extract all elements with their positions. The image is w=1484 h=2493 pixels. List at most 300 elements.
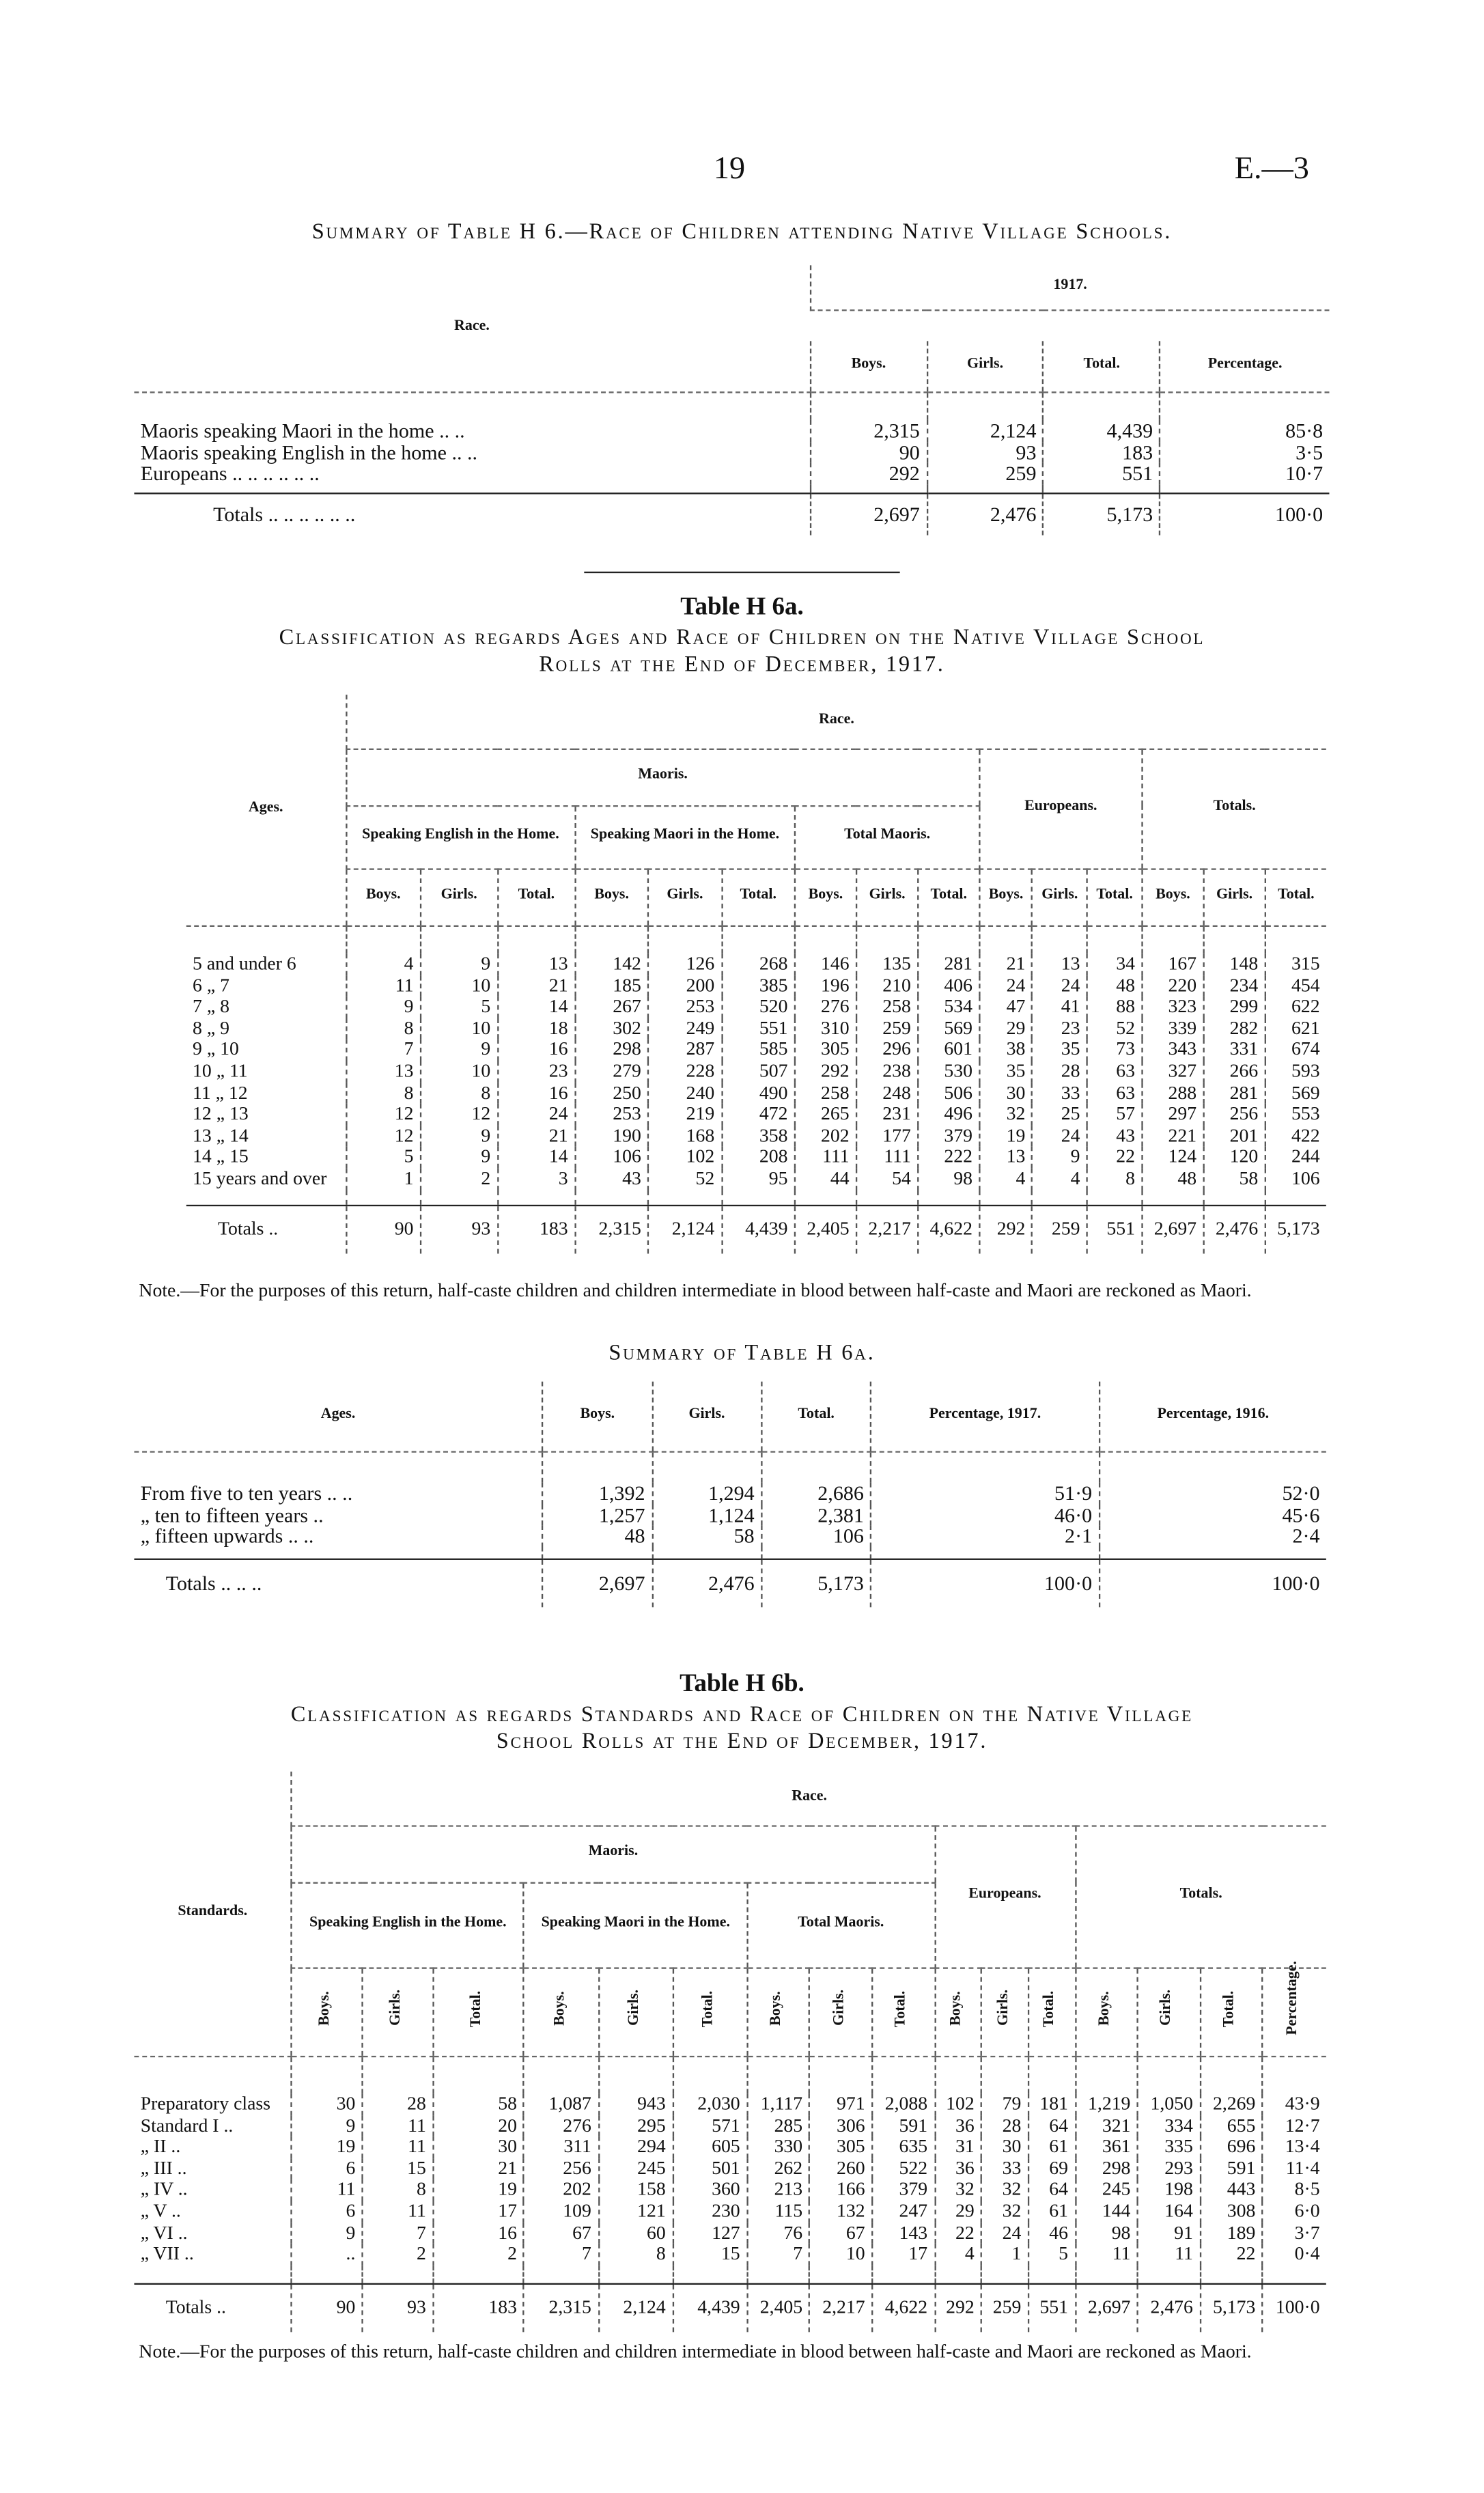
table-cell: 47 <box>979 997 1032 1018</box>
table-cell: 2,030 <box>673 2093 747 2115</box>
table-cell: 4 <box>1033 1169 1087 1190</box>
table-cell: 90 <box>811 441 927 462</box>
table-cell: 490 <box>722 1083 795 1104</box>
table-cell: 244 <box>1265 1147 1326 1168</box>
table-cell: 17 <box>433 2201 524 2222</box>
table-cell: 111 <box>795 1147 856 1168</box>
table-cell: 32 <box>935 2179 982 2201</box>
table-cell: 311 <box>524 2136 598 2158</box>
table-row <box>134 2158 1326 2179</box>
table-cell: 443 <box>1200 2179 1262 2201</box>
column-header: Total. <box>1083 356 1120 373</box>
header-cell <box>935 1967 982 2055</box>
column-header: Percentage, 1917. <box>929 1406 1041 1423</box>
table-cell: 622 <box>1265 997 1326 1018</box>
header-cell <box>856 868 918 925</box>
table-cell: 126 <box>648 953 721 975</box>
header-cell <box>811 341 927 391</box>
table-cell: 38 <box>979 1040 1032 1061</box>
table-cell: 5 <box>421 997 498 1018</box>
table-cell: 106 <box>761 1526 871 1547</box>
table-h6b-subtitle-2: School Rolls at the End of December, 1917. <box>496 1730 988 1755</box>
column-header: Total Maoris. <box>844 827 931 844</box>
table-h6a-title: Table H 6a. <box>680 594 804 621</box>
table-cell: 121 <box>598 2201 673 2222</box>
table-cell: 144 <box>1075 2201 1137 2222</box>
table-cell: 76 <box>747 2223 809 2244</box>
column-header: Girls. <box>1041 887 1078 904</box>
table-cell: 501 <box>673 2158 747 2179</box>
table-cell: 2,476 <box>1204 1206 1265 1253</box>
document-code: E.—3 <box>1234 151 1309 186</box>
header-cell <box>346 805 575 868</box>
table-cell: 295 <box>598 2115 673 2136</box>
table-cell: 259 <box>927 463 1044 484</box>
spacer-row <box>134 1547 1326 1559</box>
table-cell: 2,697 <box>543 1559 652 1606</box>
column-header: Standards. <box>178 1904 248 1920</box>
column-header: Maoris. <box>588 1844 639 1861</box>
table-row <box>186 997 1326 1018</box>
table-row <box>134 2244 1326 2265</box>
table-cell: 18 <box>498 1018 575 1040</box>
table-cell: 52 <box>648 1169 721 1190</box>
table-cell: 10 <box>421 975 498 997</box>
table-cell: 310 <box>795 1018 856 1040</box>
row-label: Maoris speaking English in the home .. .. <box>140 440 478 464</box>
table-cell: 422 <box>1265 1126 1326 1147</box>
table-cell: 5,173 <box>1265 1206 1326 1253</box>
table-cell: 605 <box>673 2136 747 2158</box>
column-header: Maoris. <box>638 767 688 783</box>
table-cell: 45·6 <box>1100 1504 1326 1525</box>
table-cell: 1 <box>981 2244 1028 2265</box>
table-cell: 262 <box>747 2158 809 2179</box>
table-cell: 181 <box>1028 2093 1076 2115</box>
table-cell: 308 <box>1200 2201 1262 2222</box>
table-cell: 323 <box>1142 997 1203 1018</box>
column-header: Total. <box>740 887 776 904</box>
column-header: Girls. <box>667 887 703 904</box>
table-cell: 1,294 <box>652 1483 761 1504</box>
table-cell: 231 <box>856 1104 918 1125</box>
row-label: Europeans .. .. .. .. .. .. <box>140 461 320 486</box>
table-row <box>134 2201 1326 2222</box>
table-cell: 256 <box>1204 1104 1265 1125</box>
table-cell: 30 <box>433 2136 524 2158</box>
table-cell: 259 <box>856 1018 918 1040</box>
table-cell: 259 <box>1033 1206 1087 1253</box>
header-cell <box>363 1967 434 2055</box>
header-cell <box>186 695 346 925</box>
table-cell: 321 <box>1075 2115 1137 2136</box>
row-label: „ ten to fifteen years .. <box>140 1502 324 1527</box>
row-label: 10 „ 11 <box>193 1059 248 1082</box>
row-label: „ II .. <box>140 2134 181 2158</box>
header-cell <box>292 1825 934 1882</box>
table-cell: 36 <box>935 2115 982 2136</box>
spacer-row <box>134 1451 1326 1482</box>
header-cell <box>918 868 979 925</box>
table-h6b-note: Note.—For the purposes of this return, half-caste children and children intermediate in blood between half-caste and Maori are reckoned as Maori. <box>139 2339 1252 2363</box>
table-cell: 100·0 <box>1160 494 1330 535</box>
table-cell: 0·4 <box>1263 2244 1326 2265</box>
header-row <box>134 1825 1326 1882</box>
table-cell: 293 <box>1138 2158 1200 2179</box>
table-h6a <box>186 695 1326 1253</box>
table-row <box>186 1018 1326 1040</box>
table-h6a-note: Note.—For the purposes of this return, half-caste children and children intermediate in blood between half-caste and Maori are reckoned as Maori. <box>139 1279 1252 1301</box>
table-row <box>134 463 1329 484</box>
table-cell: 61 <box>1028 2136 1076 2158</box>
header-cell <box>134 1382 542 1451</box>
header-cell <box>811 265 1330 309</box>
header-row <box>134 1967 1326 2055</box>
spacer-row <box>134 2266 1326 2285</box>
table-row <box>186 1083 1326 1104</box>
table-h6b <box>134 1772 1326 2332</box>
header-cell <box>1044 341 1160 391</box>
table-cell: 10·7 <box>1160 463 1330 484</box>
header-cell <box>761 1382 871 1451</box>
table-cell: 43 <box>575 1169 648 1190</box>
column-header: Girls. <box>831 1990 848 2027</box>
table-cell: 11 <box>292 2179 363 2201</box>
table-cell: 11 <box>363 2115 434 2136</box>
table-cell: 247 <box>872 2201 934 2222</box>
table-row <box>134 1483 1326 1504</box>
table-cell: 210 <box>856 975 918 997</box>
column-header: Girls. <box>388 1990 404 2027</box>
column-header: Percentage, 1916. <box>1157 1406 1270 1423</box>
table-cell: 266 <box>1204 1061 1265 1082</box>
header-cell <box>292 1882 524 1968</box>
header-cell <box>1204 868 1265 925</box>
table-cell: 2,405 <box>795 1206 856 1253</box>
header-cell <box>1087 868 1143 925</box>
row-label: 11 „ 12 <box>193 1081 248 1103</box>
table-cell: 569 <box>1265 1083 1326 1104</box>
row-label: 12 „ 13 <box>193 1102 249 1125</box>
table-cell: 58 <box>652 1526 761 1547</box>
table-cell: 34 <box>1087 953 1143 975</box>
row-label: „ IV .. <box>140 2177 188 2201</box>
table-cell: 24 <box>1033 975 1087 997</box>
table-cell: 35 <box>979 1061 1032 1082</box>
table-cell: 2·4 <box>1100 1526 1326 1547</box>
header-cell <box>498 868 575 925</box>
table-row <box>186 953 1326 975</box>
table-cell: 48 <box>1142 1169 1203 1190</box>
header-cell <box>935 1825 1076 1967</box>
table-cell: 48 <box>1087 975 1143 997</box>
table-cell: 571 <box>673 2115 747 2136</box>
table-cell: 190 <box>575 1126 648 1147</box>
table-cell: 285 <box>747 2115 809 2136</box>
column-header: Total. <box>893 1990 910 2027</box>
table-row <box>134 1526 1326 1547</box>
table-row <box>134 2115 1326 2136</box>
column-header: Percentage. <box>1207 356 1283 373</box>
column-header: Total. <box>1278 887 1315 904</box>
table-cell: 44 <box>795 1169 856 1190</box>
table-cell: 64 <box>1028 2115 1076 2136</box>
table-cell: 52 <box>1087 1018 1143 1040</box>
table-cell: .. <box>292 2244 363 2265</box>
table-cell: 674 <box>1265 1040 1326 1061</box>
table-cell: 143 <box>872 2223 934 2244</box>
table-cell: 8·5 <box>1263 2179 1326 2201</box>
table-cell: 2,697 <box>1142 1206 1203 1253</box>
table-cell: 245 <box>598 2158 673 2179</box>
table-cell: 22 <box>1087 1147 1143 1168</box>
table-cell: 330 <box>747 2136 809 2158</box>
table-cell: 9 <box>421 953 498 975</box>
header-cell <box>433 1967 524 2055</box>
table-cell: 2,697 <box>811 494 927 535</box>
table-cell: 655 <box>1200 2115 1262 2136</box>
table-cell: 292 <box>935 2284 982 2331</box>
table-cell: 15 <box>363 2158 434 2179</box>
column-header: Boys. <box>366 887 401 904</box>
table-cell: 250 <box>575 1083 648 1104</box>
table-cell: 230 <box>673 2201 747 2222</box>
table-cell: 63 <box>1087 1061 1143 1082</box>
table-row <box>186 1169 1326 1190</box>
table-cell: 102 <box>648 1147 721 1168</box>
column-header: Speaking English in the Home. <box>362 827 559 844</box>
table-cell: 106 <box>575 1147 648 1168</box>
column-header: Boys. <box>580 1406 615 1423</box>
table-cell: 496 <box>918 1104 979 1125</box>
table-cell: 265 <box>795 1104 856 1125</box>
table-cell: 13 <box>1033 953 1087 975</box>
table-cell: 5,173 <box>761 1559 871 1606</box>
header-cell <box>648 868 721 925</box>
row-label: From five to ten years .. .. <box>140 1481 353 1505</box>
column-header: Total. <box>518 887 555 904</box>
table-cell: 14 <box>498 1147 575 1168</box>
header-row <box>186 695 1326 749</box>
table-cell: 334 <box>1138 2115 1200 2136</box>
column-header: Boys. <box>318 1991 334 2026</box>
row-label: „ VII .. <box>140 2242 194 2265</box>
table-cell: 158 <box>598 2179 673 2201</box>
table-cell: 2,315 <box>811 420 927 441</box>
table-cell: 282 <box>1204 1018 1265 1040</box>
column-header: Race. <box>818 712 854 728</box>
table-cell: 93 <box>927 441 1044 462</box>
header-cell <box>575 868 648 925</box>
column-header: Boys. <box>988 887 1024 904</box>
page-number: 19 <box>713 151 746 186</box>
table-cell: 9 <box>292 2115 363 2136</box>
column-header: Total. <box>1222 1990 1238 2027</box>
table-cell: 297 <box>1142 1104 1203 1125</box>
table-cell: 24 <box>979 975 1032 997</box>
table-cell: 6 <box>292 2201 363 2222</box>
header-cell <box>575 805 795 868</box>
table-cell: 361 <box>1075 2136 1137 2158</box>
table-cell: 5,173 <box>1044 494 1160 535</box>
table-cell: 10 <box>421 1061 498 1082</box>
table-cell: 90 <box>292 2284 363 2331</box>
column-header: Boys. <box>1097 1991 1113 2026</box>
table-cell: 2,697 <box>1075 2284 1137 2331</box>
table-cell: 294 <box>598 2136 673 2158</box>
header-cell <box>421 868 498 925</box>
table-cell: 23 <box>498 1061 575 1082</box>
table-row <box>134 441 1329 462</box>
table-cell: 100·0 <box>1100 1559 1326 1606</box>
table-cell: 23 <box>1033 1018 1087 1040</box>
header-cell <box>795 868 856 925</box>
header-cell <box>292 1772 1326 1826</box>
table-cell: 106 <box>1265 1169 1326 1190</box>
table-cell: 198 <box>1138 2179 1200 2201</box>
header-cell <box>810 1967 872 2055</box>
table-cell: 360 <box>673 2179 747 2201</box>
column-header: Boys. <box>808 887 843 904</box>
column-header: Girls. <box>688 1406 725 1423</box>
table-cell: 58 <box>1204 1169 1265 1190</box>
table-cell: 7 <box>524 2244 598 2265</box>
column-header: Total. <box>700 1990 716 2027</box>
table-cell: 3 <box>498 1169 575 1190</box>
table-cell: 281 <box>1204 1083 1265 1104</box>
table-cell: 591 <box>1200 2158 1262 2179</box>
table-cell: 1 <box>346 1169 421 1190</box>
table-row <box>186 1061 1326 1082</box>
table-cell: 148 <box>1204 953 1265 975</box>
table-cell: 276 <box>524 2115 598 2136</box>
table-row <box>134 2093 1326 2115</box>
header-cell <box>1138 1967 1200 2055</box>
table-cell: 8 <box>1087 1169 1143 1190</box>
table-cell: 16 <box>498 1040 575 1061</box>
table-cell: 1,392 <box>543 1483 652 1504</box>
table-cell: 3·5 <box>1160 441 1330 462</box>
totals-row <box>134 2284 1326 2331</box>
table-cell: 635 <box>872 2136 934 2158</box>
totals-row <box>186 1206 1326 1253</box>
table-cell: 67 <box>524 2223 598 2244</box>
row-label: „ fifteen upwards .. .. <box>140 1524 314 1548</box>
table-cell: 534 <box>918 997 979 1018</box>
table-cell: 696 <box>1200 2136 1262 2158</box>
table-cell: 48 <box>543 1526 652 1547</box>
column-header: Ages. <box>320 1406 356 1423</box>
table-cell: 9 <box>421 1040 498 1061</box>
table-cell: 9 <box>421 1126 498 1147</box>
table-cell: 11 <box>363 2136 434 2158</box>
column-header: Boys. <box>1156 887 1190 904</box>
table-cell: 8 <box>421 1083 498 1104</box>
table-row <box>186 975 1326 997</box>
table-cell: 54 <box>856 1169 918 1190</box>
table-cell: 135 <box>856 953 918 975</box>
table-cell: 385 <box>722 975 795 997</box>
table-cell: 298 <box>575 1040 648 1061</box>
table-cell: 406 <box>918 975 979 997</box>
table-cell: 306 <box>810 2115 872 2136</box>
table-cell: 2,476 <box>927 494 1044 535</box>
spacer-row <box>186 925 1326 954</box>
table-cell: 132 <box>810 2201 872 2222</box>
table-cell: 19 <box>979 1126 1032 1147</box>
table-cell: 379 <box>872 2179 934 2201</box>
spacer-row <box>134 484 1329 494</box>
column-header: Boys. <box>851 356 886 373</box>
header-cell <box>979 749 1142 869</box>
table-h6b-subtitle-1: Classification as regards Standards and Race of Children on the Native Village <box>290 1703 1194 1727</box>
table-cell: 13 <box>346 1061 421 1082</box>
table-cell: 146 <box>795 953 856 975</box>
table-row <box>134 1504 1326 1525</box>
table-cell: 8 <box>598 2244 673 2265</box>
column-header: Total. <box>1042 1990 1059 2027</box>
table-cell: 222 <box>918 1147 979 1168</box>
table-cell: 305 <box>795 1040 856 1061</box>
table-cell: 12 <box>346 1104 421 1125</box>
table-cell: 100·0 <box>871 1559 1099 1606</box>
table-cell: 120 <box>1204 1147 1265 1168</box>
table-cell: 305 <box>810 2136 872 2158</box>
column-header: Boys. <box>594 887 629 904</box>
table-cell: 5 <box>1028 2244 1076 2265</box>
table-cell: 522 <box>872 2158 934 2179</box>
column-header: Race. <box>454 318 490 335</box>
table-cell: 287 <box>648 1040 721 1061</box>
table-cell: 4 <box>346 953 421 975</box>
table-row <box>186 1147 1326 1168</box>
totals-row <box>134 494 1329 535</box>
table-cell: 9 <box>1033 1147 1087 1168</box>
table-cell: 98 <box>918 1169 979 1190</box>
table-cell: 259 <box>981 2284 1028 2331</box>
table-cell: 220 <box>1142 975 1203 997</box>
table-cell: 621 <box>1265 1018 1326 1040</box>
table-cell: 124 <box>1142 1147 1203 1168</box>
table-cell: 253 <box>648 997 721 1018</box>
column-header: Total. <box>930 887 968 904</box>
column-header: Total. <box>469 1990 486 2027</box>
header-cell <box>872 1967 934 2055</box>
table-cell: 35 <box>1033 1040 1087 1061</box>
header-cell <box>346 695 1326 749</box>
table-cell: 13·4 <box>1263 2136 1326 2158</box>
table-cell: 248 <box>856 1083 918 1104</box>
table-cell: 2,686 <box>761 1483 871 1504</box>
table-cell: 296 <box>856 1040 918 1061</box>
header-row <box>134 1382 1326 1451</box>
table-cell: 93 <box>363 2284 434 2331</box>
table-cell: 299 <box>1204 997 1265 1018</box>
table-cell: 4 <box>979 1169 1032 1190</box>
table-cell: 16 <box>433 2223 524 2244</box>
table-cell: 31 <box>935 2136 982 2158</box>
header-cell <box>1033 868 1087 925</box>
row-label: „ III .. <box>140 2156 187 2179</box>
header-cell <box>1100 1382 1326 1451</box>
table-cell: 339 <box>1142 1018 1203 1040</box>
table-cell: 30 <box>979 1083 1032 1104</box>
table-cell: 185 <box>575 975 648 997</box>
table-cell: 202 <box>524 2179 598 2201</box>
table-cell: 21 <box>498 975 575 997</box>
table-cell: 12·7 <box>1263 2115 1326 2136</box>
table-cell: 260 <box>810 2158 872 2179</box>
